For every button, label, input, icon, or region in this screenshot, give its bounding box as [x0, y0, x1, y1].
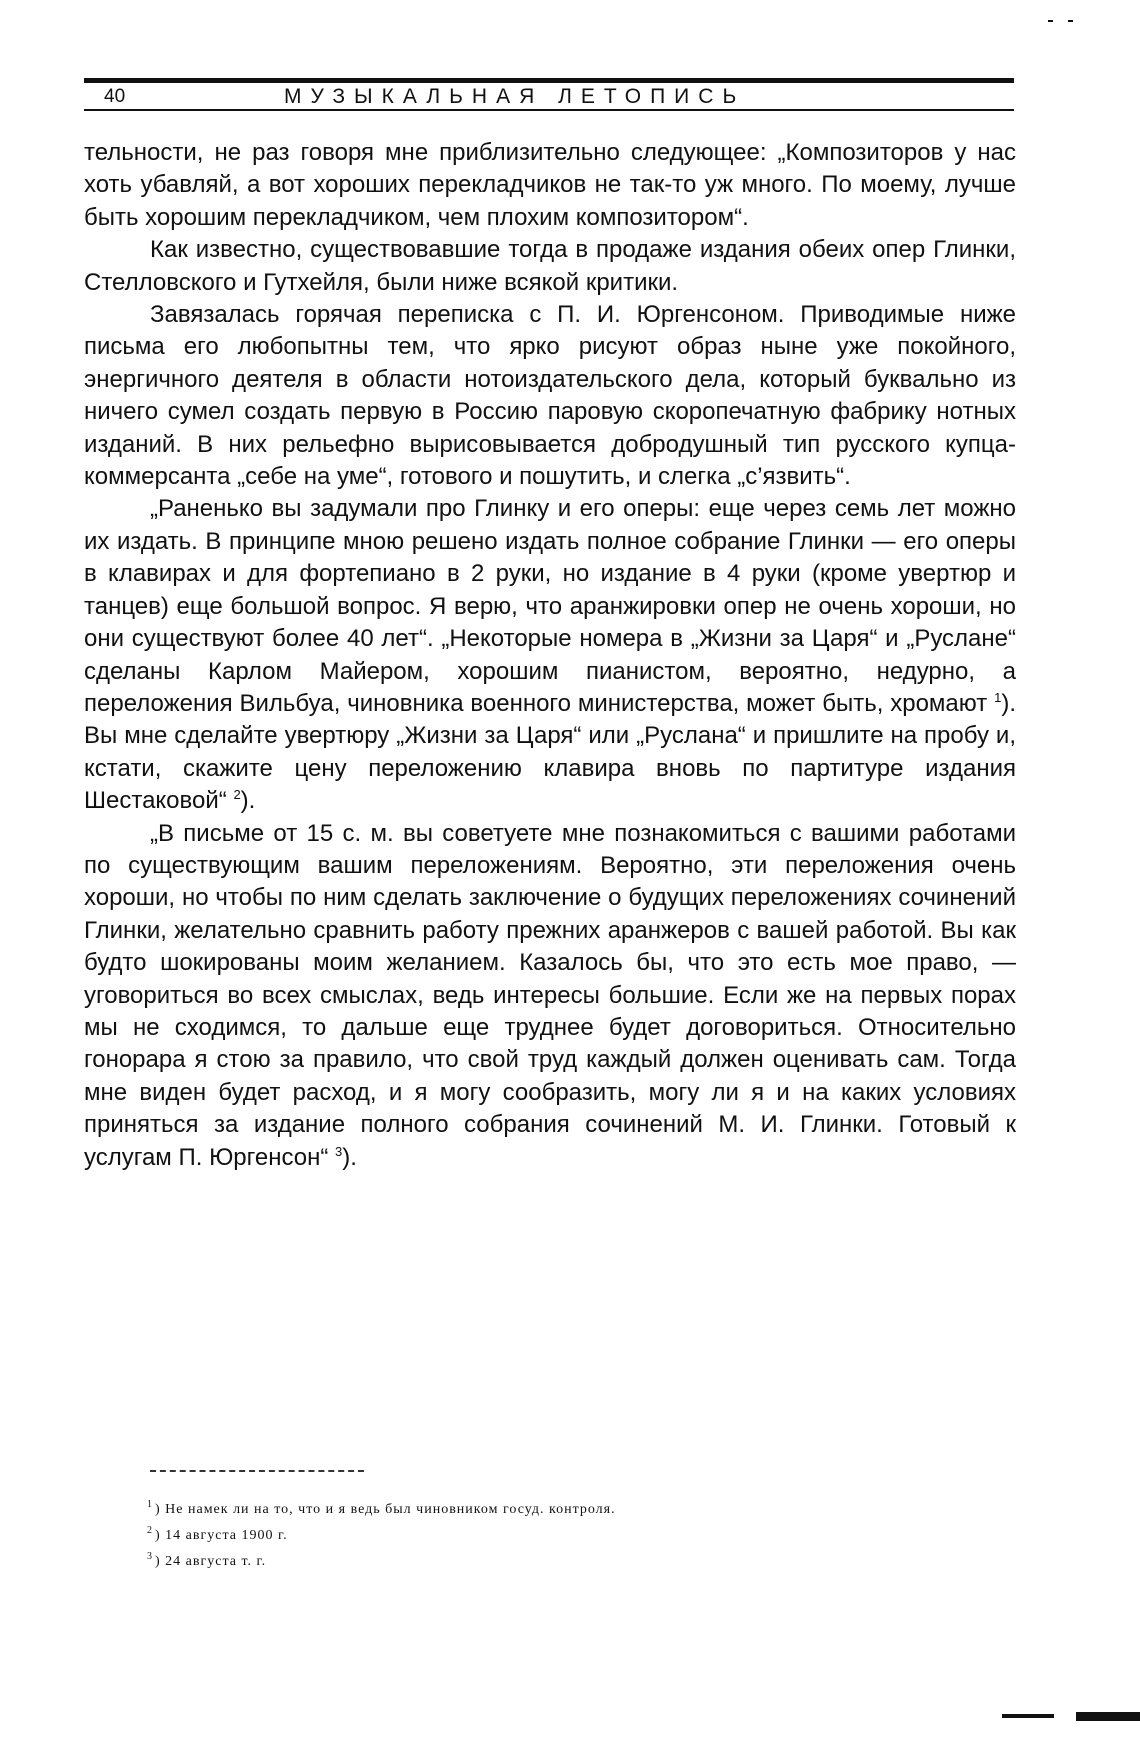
paragraph-4-text-cont: ). Вы мне сделайте увертюру „Жизни за Царя“ или „Руслана“ и пришлите на пробу и, кстати, скажите цену переложению клавира вновь по партитуре издания Шестаковой“: [84, 689, 1016, 815]
paragraph-5-text-end: ).: [342, 1143, 357, 1171]
footnote-3-text: ) 24 августа т. г.: [155, 1554, 267, 1569]
footnote-1: [147, 1497, 927, 1523]
footnote-ref-1: 1: [994, 689, 1002, 705]
scan-mark-top-right-2: [1068, 20, 1073, 22]
footnote-2-text: ) 14 августа 1900 г.: [155, 1528, 288, 1543]
body-text: [84, 137, 1016, 1174]
paragraph-3-text: Завязалась горячая переписка с П. И. Юргенсоном. Приводимые ниже письма его любопытны тем, что ярко рисуют образ ныне уже покойного, энергичного деятеля в области нотоиздательского дела, который буквально из ничего сумел создать первую в Россию паровую скоропечатную фабрику нотных изданий. В них рельефно вырисовывается добродушный тип русского купца-коммерсанта „себе на уме“, готового и пошутить, и слегка „с’язвить“.: [84, 301, 1016, 491]
footnote-ref-3: 3: [335, 1143, 343, 1159]
page-header: [84, 78, 1014, 118]
scan-mark-bottom-right-1: [1002, 1714, 1054, 1718]
footnote-1-number: 1: [147, 1499, 153, 1511]
paragraph-5-text: „В письме от 15 с. м. вы советуете мне познакомиться с вашими работами по существующим вашим переложениям. Вероятно, эти переложения очень хороши, но чтобы по ним сделать заключение о будущих переложениях сочинений Глинки, желательно сравнить работу прежних аранжеров с вашей работой. Вы как будто шокированы моим желанием. Казалось бы, что это есть мое право, — уговориться во всех смыслах, ведь интересы большие. Если же на первых порах мы не сходимся, то дальше еще труднее будет договориться. Относительно гонорара я стою за правило, что свой труд каждый должен оценивать сам. Тогда мне виден будет расход, и я могу сообразить, могу ли я и на каких условиях приняться за издание полного собрания сочинений М. И. Глинки. Готовый к услугам П. Юргенсон“: [84, 819, 1016, 1171]
footnote-separator: [150, 1470, 364, 1472]
paragraph-1-text: тельности, не раз говоря мне приблизительно следующее: „Композиторов у нас хоть убавляй, а вот хороших перекладчиков не так-то уж много. По моему, лучше быть хорошим перекладчиком, чем плохим композитором“.: [84, 139, 1016, 231]
paragraph-2: [84, 234, 1016, 299]
header-top-rule: [84, 78, 1014, 83]
paragraph-2-text: Как известно, существовавшие тогда в продаже издания обеих опер Глинки, Стелловского и Гутхейля, были ниже всякой критики.: [84, 236, 1016, 296]
paragraph-1: [84, 137, 1016, 234]
footnote-2-number: 2: [147, 1525, 153, 1537]
footnote-3-number: 3: [147, 1551, 153, 1563]
scan-mark-top-right: [1048, 20, 1053, 22]
footnote-1-text: ) Не намек ли на то, что и я ведь был чиновником госуд. контроля.: [155, 1502, 616, 1517]
paragraph-3: [84, 299, 1016, 493]
paragraph-4-text: „Раненько вы задумали про Глинку и его оперы: еще через семь лет можно их издать. В принципе мною решено издать полное собрание Глинки — его оперы в клавирах и для фортепиано в 2 руки, но издание в 4 руки (кроме увертюр и танцев) еще большой вопрос. Я верю, что аранжировки опер не очень хороши, но они существуют более 40 лет“. „Некоторые номера в „Жизни за Царя“ и „Руслане“ сделаны Карлом Майером, хорошим пианистом, вероятно, недурно, а переложения Вильбуа, чиновника военного министерства, может быть, хромают: [84, 495, 1016, 717]
paragraph-4-text-end: ).: [240, 787, 256, 815]
page-number: 40: [104, 86, 126, 107]
paragraph-4: [84, 493, 1016, 817]
footnote-3: [147, 1549, 927, 1575]
scan-mark-bottom-right-2: [1076, 1712, 1140, 1721]
running-title: МУЗЫКАЛЬНАЯ ЛЕТОПИСЬ: [284, 85, 746, 108]
paragraph-5: [84, 818, 1016, 1174]
header-bottom-rule: [84, 109, 1014, 111]
footnote-2: [147, 1523, 927, 1549]
footnote-ref-2: 2: [233, 787, 241, 803]
footnotes: [147, 1497, 927, 1575]
